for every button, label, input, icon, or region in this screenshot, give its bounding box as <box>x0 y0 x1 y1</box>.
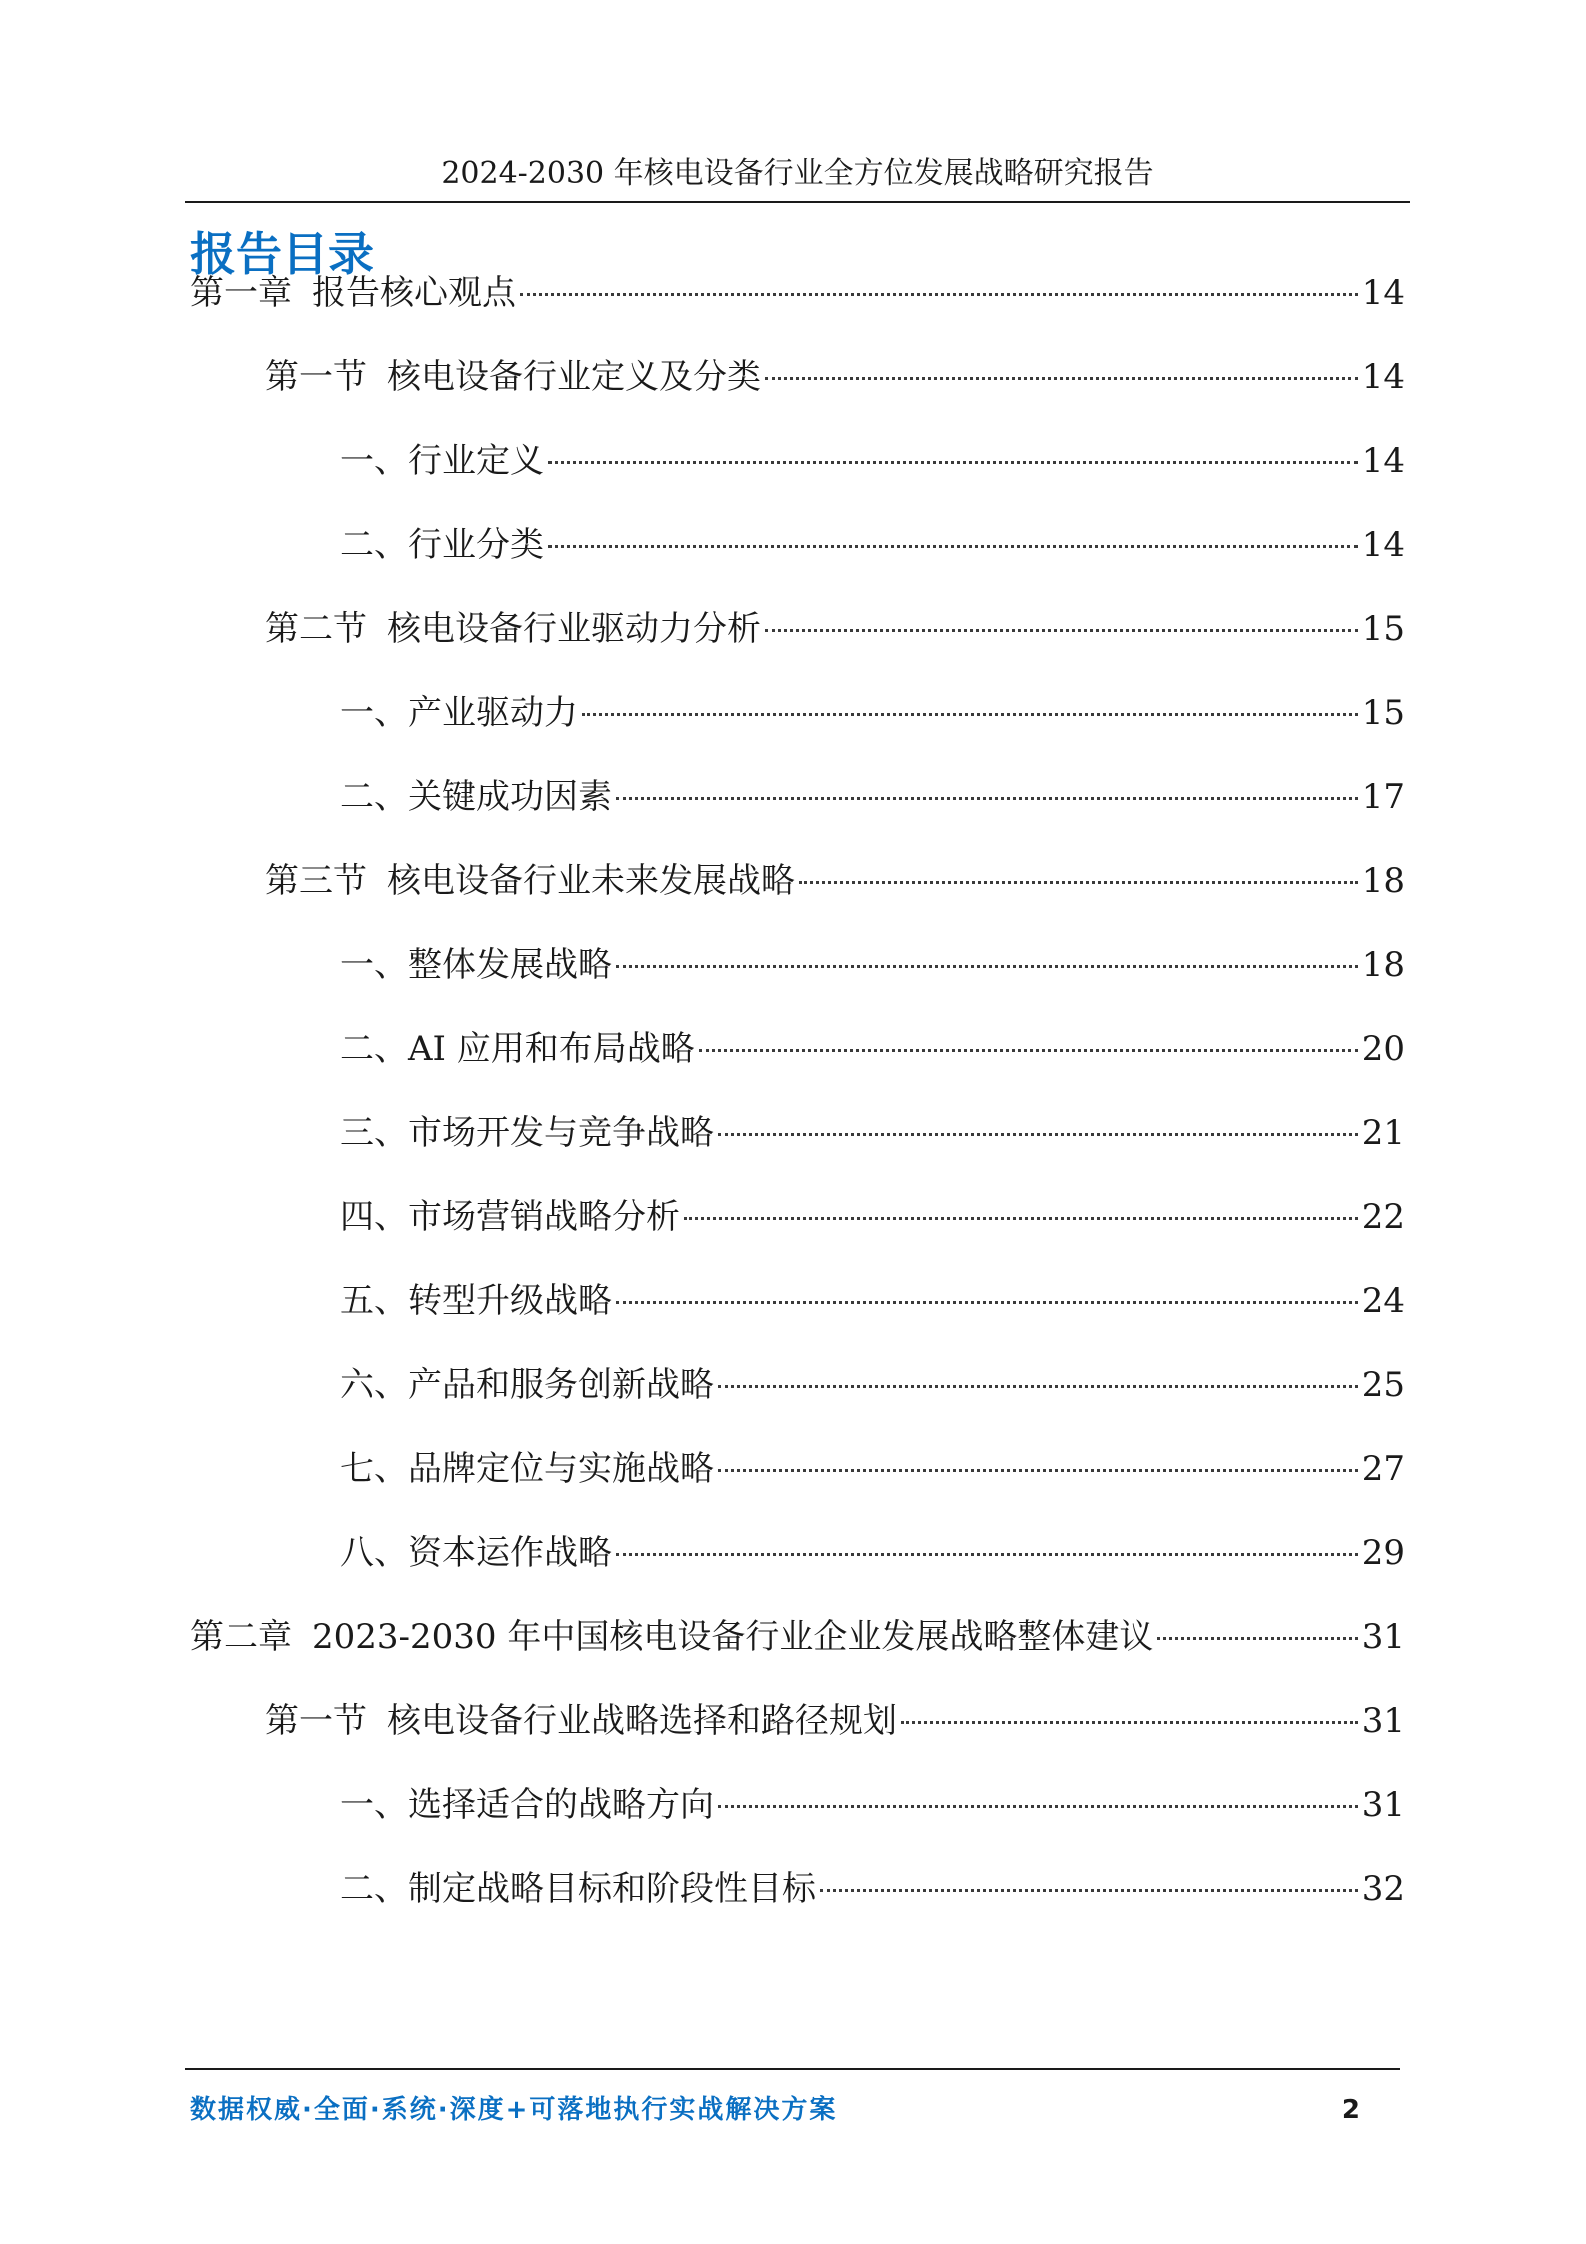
toc-entry-title: 关键成功因素 <box>408 777 612 817</box>
toc-entry[interactable] <box>190 263 1405 323</box>
dot-leader <box>718 1385 1358 1388</box>
dot-leader <box>765 629 1358 632</box>
toc-entry-number: 一、 <box>340 945 408 985</box>
toc-entry-number: 二、 <box>340 1869 408 1909</box>
toc-entry-page: 31 <box>1361 1617 1405 1657</box>
toc-entry[interactable] <box>340 431 1405 491</box>
toc-entry-title: 报告核心观点 <box>312 273 516 313</box>
toc-entry-number: 第一节 <box>265 1701 367 1741</box>
dot-leader <box>684 1217 1358 1220</box>
toc-entry-number: 二、 <box>340 525 408 565</box>
dot-leader <box>799 881 1358 884</box>
toc-entry-title: 产业驱动力 <box>408 693 578 733</box>
toc-entry-title: AI 应用和布局战略 <box>408 1029 695 1069</box>
dot-leader <box>1157 1637 1357 1640</box>
toc-entry-title: 核电设备行业定义及分类 <box>387 357 761 397</box>
toc-entry-title: 转型升级战略 <box>408 1281 612 1321</box>
dot-leader <box>616 1301 1358 1304</box>
report-header-title: 2024-2030 年核电设备行业全方位发展战略研究报告 <box>441 156 1154 191</box>
toc-entry-page: 14 <box>1361 357 1405 397</box>
dot-leader <box>548 545 1358 548</box>
toc-entry[interactable] <box>340 1859 1405 1919</box>
toc-entry-title: 核电设备行业战略选择和路径规划 <box>387 1701 897 1741</box>
toc-entry-number: 二、 <box>340 777 408 817</box>
toc-entry-title: 制定战略目标和阶段性目标 <box>408 1869 816 1909</box>
toc-entry-title: 市场营销战略分析 <box>408 1197 680 1237</box>
toc-entry-page: 14 <box>1361 525 1405 565</box>
toc-entry-title: 行业定义 <box>408 441 544 481</box>
toc-entry-number: 第二章 <box>190 1617 292 1657</box>
dot-leader <box>616 1553 1358 1556</box>
toc-entry-title: 核电设备行业未来发展战略 <box>387 861 795 901</box>
toc-entry-page: 21 <box>1361 1113 1405 1153</box>
toc-heading: 报告目录 <box>190 227 374 281</box>
dot-leader <box>520 293 1358 296</box>
toc-entry[interactable] <box>340 1019 1405 1079</box>
toc-entry-number: 七、 <box>340 1449 408 1489</box>
toc-entry[interactable] <box>340 767 1405 827</box>
toc-entry-page: 14 <box>1361 441 1405 481</box>
page-number: 2 <box>1341 2095 1360 2125</box>
dot-leader <box>616 797 1358 800</box>
toc-entry[interactable] <box>190 1607 1405 1667</box>
toc-entry-number: 第三节 <box>265 861 367 901</box>
toc-entry-number: 第一节 <box>265 357 367 397</box>
dot-leader <box>901 1721 1358 1724</box>
toc-entry-number: 四、 <box>340 1197 408 1237</box>
toc-entry-title: 选择适合的战略方向 <box>408 1785 714 1825</box>
toc-entry-title: 资本运作战略 <box>408 1533 612 1573</box>
dot-leader <box>582 713 1358 716</box>
toc-entry[interactable] <box>265 599 1405 659</box>
dot-leader <box>718 1805 1358 1808</box>
toc-entry-number: 五、 <box>340 1281 408 1321</box>
dot-leader <box>765 377 1358 380</box>
dot-leader <box>718 1469 1358 1472</box>
toc-entry[interactable] <box>340 935 1405 995</box>
toc-entry-page: 27 <box>1361 1449 1405 1489</box>
toc-entry[interactable] <box>340 1523 1405 1583</box>
toc-entry-title: 2023-2030 年中国核电设备行业企业发展战略整体建议 <box>312 1617 1154 1657</box>
footer-slogan: 数据权威·全面·系统·深度+可落地执行实战解决方案 <box>190 2095 838 2125</box>
toc-entry-page: 18 <box>1361 861 1405 901</box>
toc-entry-page: 31 <box>1361 1785 1405 1825</box>
toc-entry[interactable] <box>340 1103 1405 1163</box>
toc-entry-number: 八、 <box>340 1533 408 1573</box>
toc-entry[interactable] <box>340 515 1405 575</box>
toc-entry[interactable] <box>265 1691 1405 1751</box>
dot-leader <box>820 1889 1358 1892</box>
toc-entry-page: 31 <box>1361 1701 1405 1741</box>
toc-entry-number: 六、 <box>340 1365 408 1405</box>
dot-leader <box>699 1049 1358 1052</box>
toc-entry-number: 第一章 <box>190 273 292 313</box>
toc-entry[interactable] <box>340 1271 1405 1331</box>
toc-entry-number: 一、 <box>340 1785 408 1825</box>
toc-entry[interactable] <box>265 347 1405 407</box>
toc-entry-page: 14 <box>1361 273 1405 313</box>
dot-leader <box>548 461 1358 464</box>
toc-entry-number: 一、 <box>340 693 408 733</box>
toc-entry[interactable] <box>340 683 1405 743</box>
toc-entry-page: 22 <box>1361 1197 1405 1237</box>
toc-entry[interactable] <box>340 1355 1405 1415</box>
toc-entry-number: 三、 <box>340 1113 408 1153</box>
toc-entry-number: 二、 <box>340 1029 408 1069</box>
toc-entry[interactable] <box>340 1439 1405 1499</box>
toc-entry[interactable] <box>340 1775 1405 1835</box>
toc-entry[interactable] <box>265 851 1405 911</box>
dot-leader <box>616 965 1358 968</box>
toc-entry-page: 18 <box>1361 945 1405 985</box>
toc-entry-page: 32 <box>1361 1869 1405 1909</box>
toc-entry-title: 品牌定位与实施战略 <box>408 1449 714 1489</box>
toc-entry-number: 第二节 <box>265 609 367 649</box>
toc-entry-page: 20 <box>1361 1029 1405 1069</box>
toc-entry-title: 核电设备行业驱动力分析 <box>387 609 761 649</box>
toc-entry-page: 29 <box>1361 1533 1405 1573</box>
toc-entry-title: 整体发展战略 <box>408 945 612 985</box>
toc-entry[interactable] <box>340 1187 1405 1247</box>
toc-entry-number: 一、 <box>340 441 408 481</box>
toc-entry-page: 15 <box>1361 693 1405 733</box>
toc-entry-page: 17 <box>1361 777 1405 817</box>
footer-divider <box>185 2068 1400 2070</box>
toc-entry-title: 产品和服务创新战略 <box>408 1365 714 1405</box>
toc-entry-page: 24 <box>1361 1281 1405 1321</box>
toc-entry-title: 行业分类 <box>408 525 544 565</box>
toc-entry-page: 25 <box>1361 1365 1405 1405</box>
toc-entry-page: 15 <box>1361 609 1405 649</box>
dot-leader <box>718 1133 1358 1136</box>
toc-entry-title: 市场开发与竞争战略 <box>408 1113 714 1153</box>
